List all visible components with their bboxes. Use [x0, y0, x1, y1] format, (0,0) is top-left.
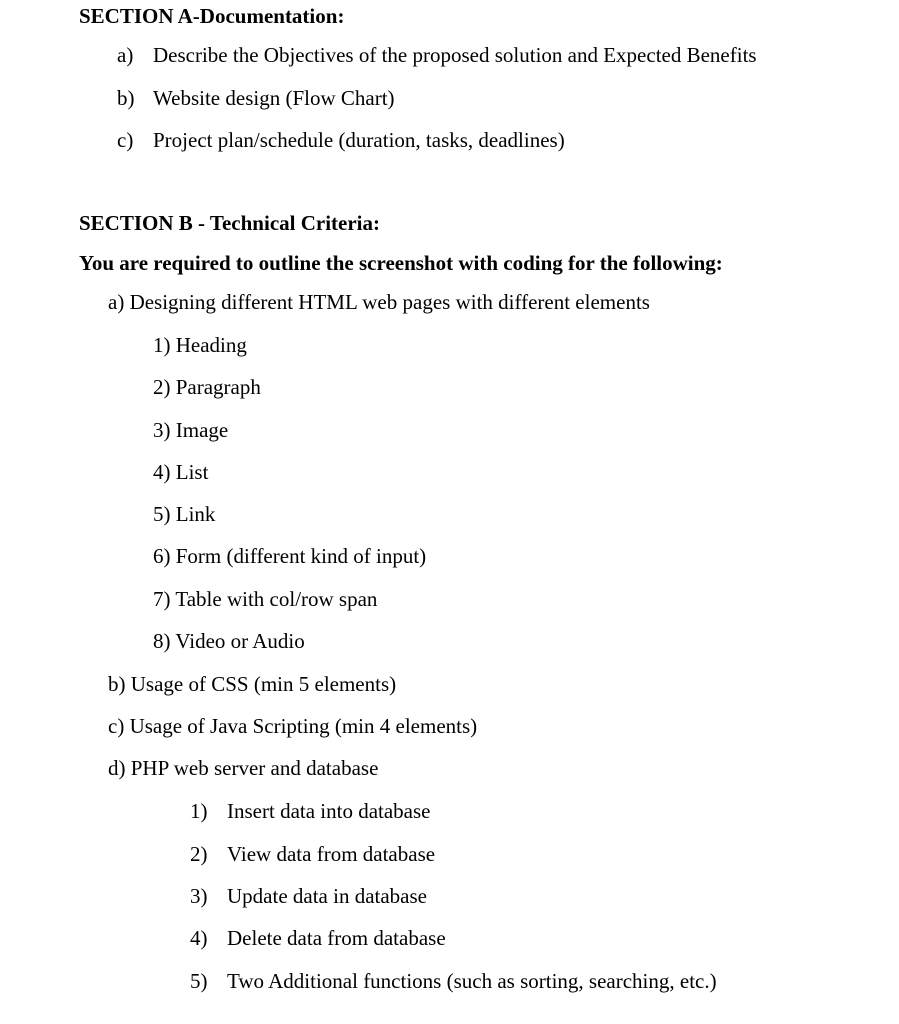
php-subitem-delete [190, 926, 446, 950]
html-subitem-image: 3) Image [153, 418, 229, 442]
section-b-item-d: d) PHP web server and database [108, 756, 379, 780]
list-marker: 2) [190, 842, 208, 866]
list-item-text: Website design (Flow Chart) [153, 86, 395, 110]
section-a-item-c [117, 128, 565, 152]
list-marker: 1) [190, 799, 208, 823]
section-a-item-b [117, 86, 395, 110]
list-marker: 3) [190, 884, 208, 908]
list-item-text: Insert data into database [227, 799, 431, 823]
section-b-item-c: c) Usage of Java Scripting (min 4 elements) [108, 714, 478, 738]
html-subitem-form: 6) Form (different kind of input) [153, 544, 427, 568]
list-item-text: Describe the Objectives of the proposed solution and Expected Benefits [153, 43, 757, 67]
section-b-item-a: a) Designing different HTML web pages with different elements [108, 290, 650, 314]
list-marker: b) [117, 86, 135, 110]
list-marker: a) [117, 43, 134, 67]
list-item-text: Two Additional functions (such as sorting, searching, etc.) [227, 969, 717, 993]
section-b-heading: SECTION B - Technical Criteria: [79, 211, 381, 235]
html-subitem-media: 8) Video or Audio [153, 629, 305, 653]
php-subitem-view [190, 842, 435, 866]
list-item-text: Delete data from database [227, 926, 446, 950]
list-item-text: Project plan/schedule (duration, tasks, deadlines) [153, 128, 565, 152]
section-b-instruction: You are required to outline the screenshot with coding for the following: [79, 251, 723, 275]
html-subitem-link: 5) Link [153, 502, 216, 526]
section-b-item-b: b) Usage of CSS (min 5 elements) [108, 672, 397, 696]
section-a-heading: SECTION A-Documentation: [79, 4, 345, 28]
html-subitem-heading: 1) Heading [153, 333, 247, 357]
list-item-text: View data from database [227, 842, 436, 866]
php-subitem-additional [190, 969, 717, 993]
html-subitem-table: 7) Table with col/row span [153, 587, 378, 611]
section-a-item-a [117, 43, 757, 67]
php-subitem-insert [190, 799, 431, 823]
html-subitem-paragraph: 2) Paragraph [153, 375, 261, 399]
list-marker: 4) [190, 926, 208, 950]
list-marker: c) [117, 128, 134, 152]
html-subitem-list: 4) List [153, 460, 209, 484]
list-marker: 5) [190, 969, 208, 993]
list-item-text: Update data in database [227, 884, 427, 908]
php-subitem-update [190, 884, 427, 908]
